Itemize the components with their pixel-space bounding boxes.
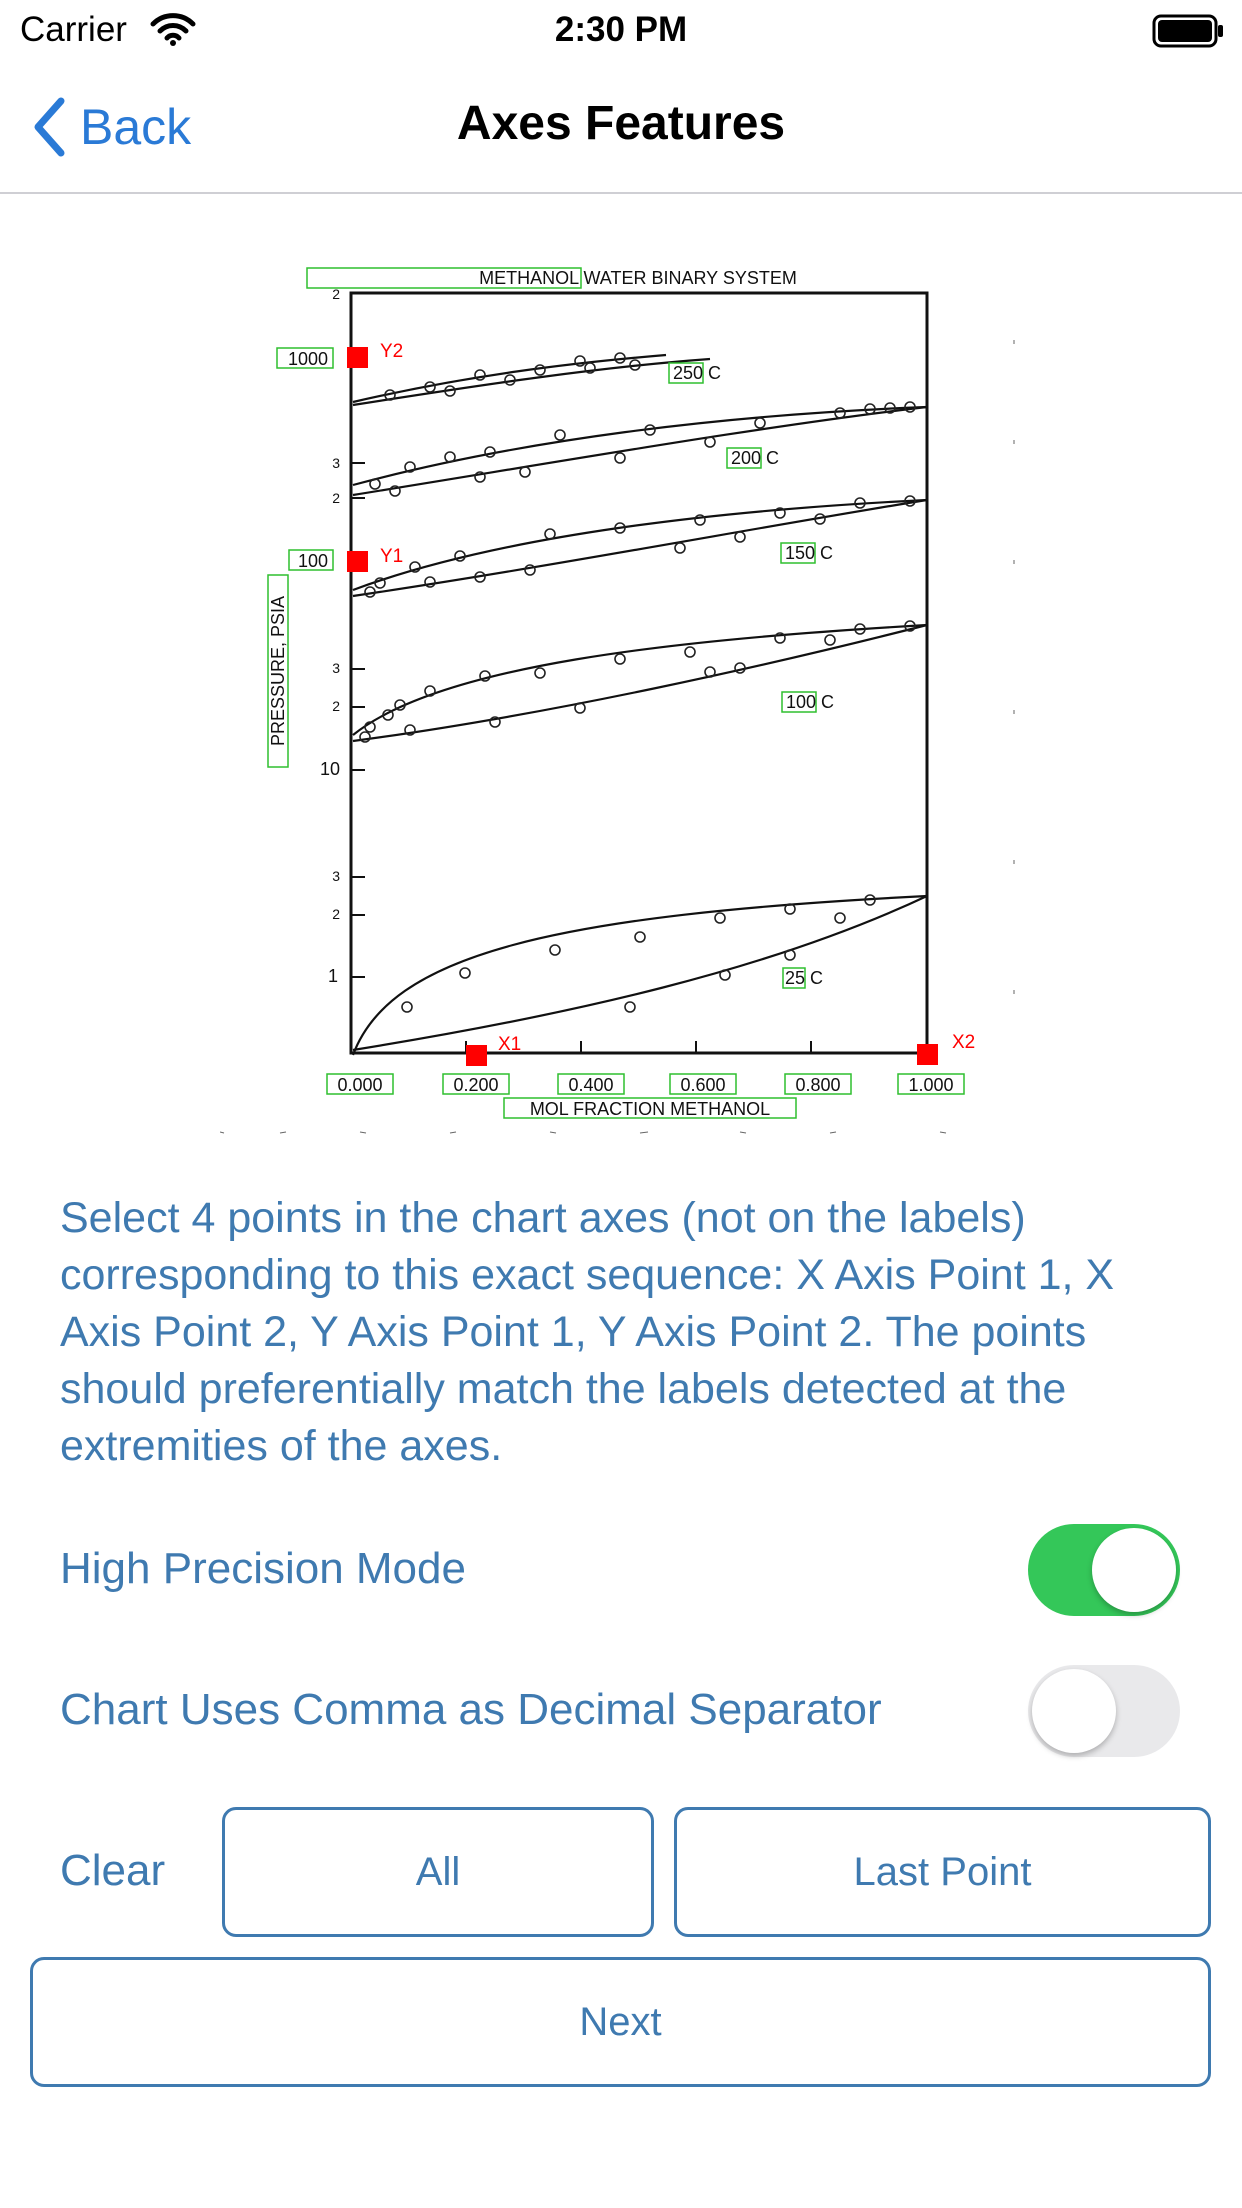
y-minor-3c: 3: [332, 868, 340, 884]
back-label: Back: [80, 99, 192, 155]
clear-all-button[interactable]: All: [222, 1807, 654, 1937]
x-tick-3: 0.600: [680, 1075, 726, 1095]
page-title: Axes Features: [456, 97, 786, 150]
high-precision-label: High Precision Mode: [60, 1544, 466, 1593]
curve-label-25: 25 C: [785, 968, 824, 988]
marker-y2-label: Y2: [380, 341, 404, 362]
instructions-text: Select 4 points in the chart axes (not on the labels) corresponding to this exact sequence: X Axis Point 1, X Axis Point 2, Y Axis Point 1, Y Axis Point 2. The points should preferentially match the labels detected at the extremities of the axes.: [60, 1194, 1115, 1470]
comma-decimal-toggle[interactable]: [1028, 1665, 1180, 1757]
high-precision-toggle[interactable]: [1028, 1524, 1180, 1616]
y-label-100: 100: [297, 551, 328, 571]
clear-last-point-button[interactable]: Last Point: [674, 1807, 1211, 1937]
y-axis-title: PRESSURE, PSIA: [268, 595, 288, 747]
curve-label-200: 200 C: [731, 448, 780, 468]
curve-label-250: 250 C: [673, 363, 722, 383]
y-minor-3: 3: [332, 455, 340, 471]
x-axis-title: MOL FRACTION METHANOL: [529, 1099, 771, 1119]
chart-title: METHANOL WATER BINARY SYSTEM: [479, 268, 797, 288]
y-minor-2b: 2: [332, 698, 340, 714]
status-bar: [0, 0, 1242, 62]
curve-label-150: 150 C: [785, 543, 834, 563]
marker-y1-label: Y1: [380, 546, 404, 567]
x-tick-2: 0.400: [568, 1075, 614, 1095]
next-button[interactable]: Next: [30, 1957, 1211, 2087]
x-tick-0: 0.000: [337, 1075, 383, 1095]
y-minor-2c: 2: [332, 906, 340, 922]
x-tick-1: 0.200: [453, 1075, 499, 1095]
marker-y1[interactable]: [347, 551, 368, 572]
clock-time: 2:30 PM: [554, 10, 688, 49]
toggle-knob: [1032, 1669, 1116, 1753]
marker-x2[interactable]: [917, 1044, 938, 1065]
carrier-label: Carrier: [20, 10, 127, 49]
y-minor-3b: 3: [332, 660, 340, 676]
x-tick-4: 0.800: [795, 1075, 841, 1095]
toggle-knob: [1092, 1528, 1176, 1612]
chart-image[interactable]: [220, 255, 1020, 1140]
marker-x1-label: X1: [498, 1034, 522, 1055]
navigation-bar: [0, 62, 1242, 194]
y-label-1000: 1000: [287, 349, 328, 369]
y-label-top: 2: [332, 286, 340, 302]
marker-y2[interactable]: [347, 347, 368, 368]
y-minor-2: 2: [332, 490, 340, 506]
clear-label: Clear: [60, 1846, 166, 1895]
x-tick-5: 1.000: [908, 1075, 954, 1095]
y-label-10: 10: [319, 759, 340, 779]
curve-label-100: 100 C: [786, 692, 835, 712]
y-label-1: 1: [327, 966, 338, 986]
battery-icon: [1152, 14, 1226, 48]
marker-x1[interactable]: [466, 1045, 487, 1066]
comma-decimal-label: Chart Uses Comma as Decimal Separator: [60, 1685, 882, 1734]
marker-x2-label: X2: [952, 1032, 976, 1053]
